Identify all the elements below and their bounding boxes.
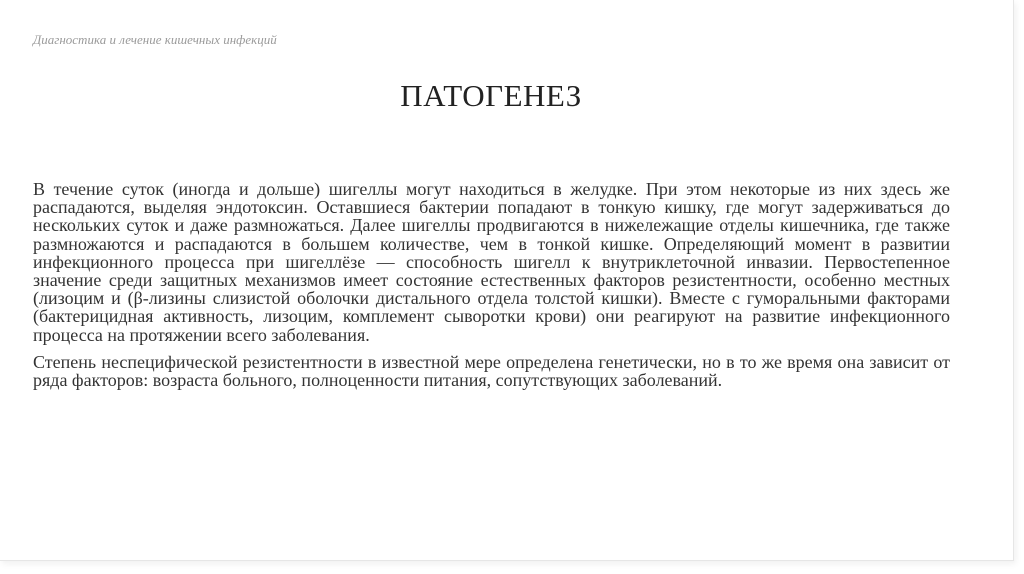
paragraph-1: В течение суток (иногда и дольше) шигеллы могут находиться в желудке. При этом некоторые из них здесь же распадаются, выделяя эндотоксин. Оставшиеся бактерии попадают в тонкую кишку, где могут задерживаться до нескольких суток и даже размножаться. Далее шигеллы продвигаются в нижележащие отделы кишечника, где также размножаются и распадаются в большем количестве, чем в тонкой кишке. Определяющий момент в развитии инфекционного процесса при шигеллёзе — способность шигелл к внутриклеточной инвазии. Первостепенное значение среди защитных механизмов имеет состояние естественных факторов резистентности, особенно местных (лизоцим и (β-лизины слизистой оболочки дистального отдела толстой кишки). Вместе с гуморальными факторами (бактерицидная активность, лизоцим, комплемент сыворотки крови) они реагируют на развитие инфекционного процесса на протяжении всего заболевания. bbox=[33, 179, 950, 345]
slide-header: Диагностика и лечение кишечных инфекций bbox=[33, 32, 277, 47]
slide-title: ПАТОГЕНЕЗ bbox=[400, 78, 582, 113]
paragraph-2: Степень неспецифической резистентности в известной мере определена генетически, но в то же время она зависит от ряда факторов: возраста больного, полноценности питания, сопутствующих заболеваний. bbox=[33, 351, 950, 391]
slide-body bbox=[33, 180, 950, 398]
